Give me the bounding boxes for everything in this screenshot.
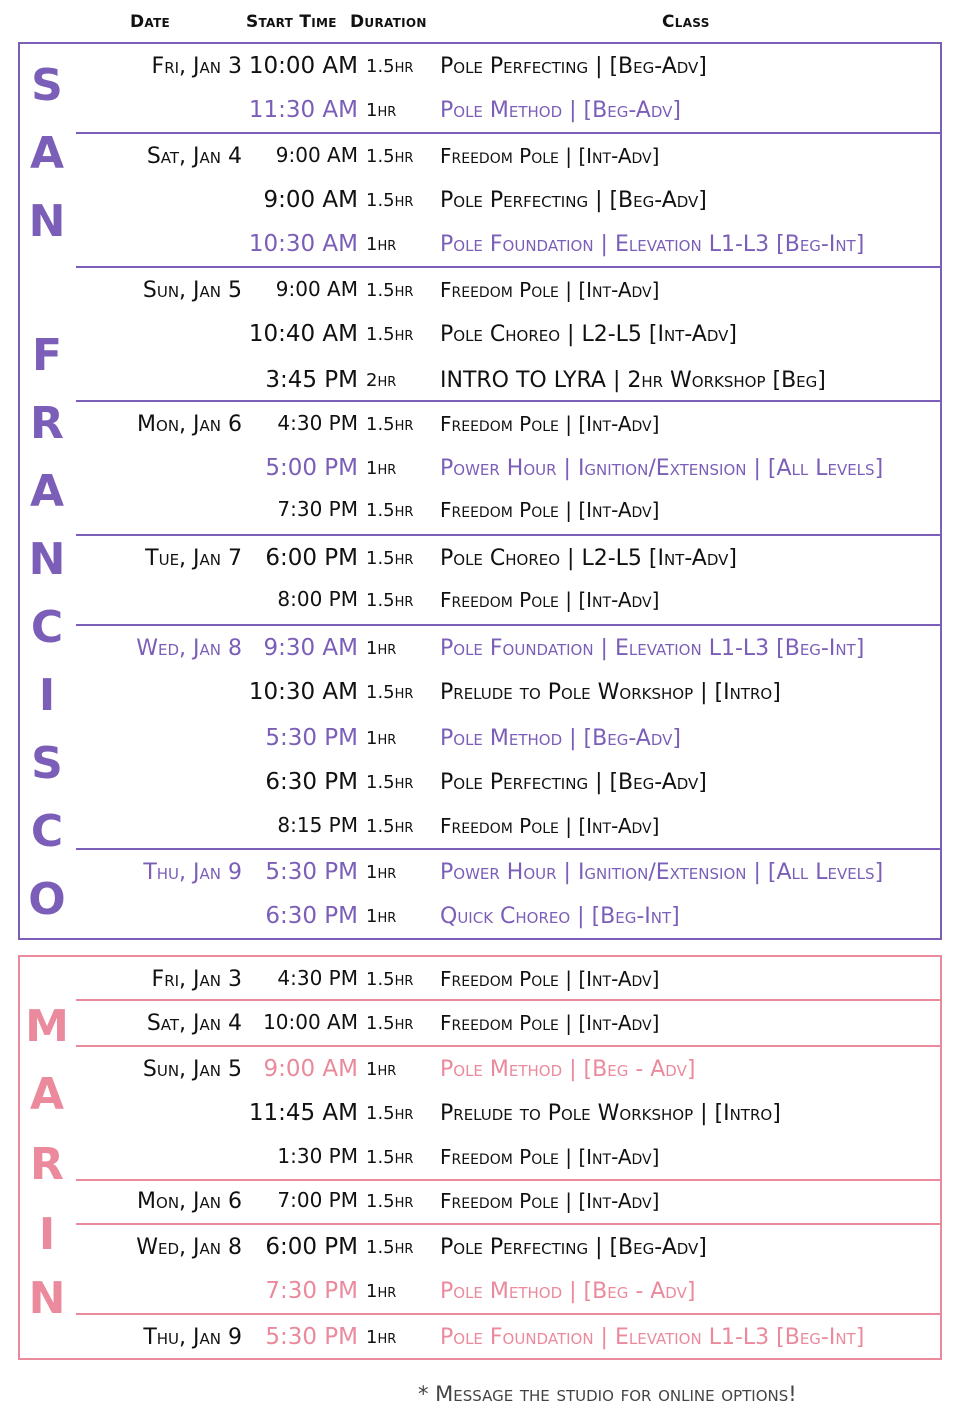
class-name: Pole Foundation | Elevation L1-L3 [Beg-Int] (440, 232, 865, 257)
class-date: Sun, Jan 5 (142, 1057, 242, 1082)
class-name: Pole Method | [Beg-Adv] (440, 98, 681, 123)
title-letter: S (31, 738, 63, 789)
class-date: Thu, Jan 9 (143, 860, 242, 885)
title-letter: N (28, 534, 66, 585)
schedule-row (20, 270, 940, 310)
duration: 1hr (366, 458, 397, 479)
duration: 2hr (366, 370, 397, 391)
title-letter: C (30, 602, 64, 653)
schedule-row (20, 224, 940, 264)
schedule-row (20, 762, 940, 802)
duration: 1.5hr (366, 1013, 414, 1034)
class-name: Pole Perfecting | [Beg-Adv] (440, 54, 707, 79)
day-separator (76, 1313, 940, 1315)
start-time: 11:30 AM (248, 97, 358, 123)
class-name: Pole Foundation | Elevation L1-L3 [Beg-Int] (440, 1325, 865, 1350)
class-name: Freedom Pole | [Int-Adv] (440, 967, 660, 991)
title-letter: R (30, 1139, 64, 1190)
title-letter: C (30, 806, 64, 857)
schedule-row (20, 718, 940, 758)
start-time: 3:45 PM (265, 367, 358, 393)
schedule-row (20, 90, 940, 130)
class-name: Pole Perfecting | [Beg-Adv] (440, 188, 707, 213)
day-separator (76, 132, 940, 134)
class-name: Freedom Pole | [Int-Adv] (440, 1011, 660, 1035)
title-letter: N (28, 196, 66, 247)
class-name: Power Hour | Ignition/Extension | [All Levels] (440, 456, 884, 481)
header-class: Class (662, 12, 710, 32)
schedule-row (20, 1227, 940, 1267)
schedule-row (20, 490, 940, 530)
title-letter: N (28, 1273, 66, 1324)
class-date: Sun, Jan 5 (142, 278, 242, 303)
duration: 1hr (366, 1327, 397, 1348)
duration: 1.5hr (366, 190, 414, 211)
class-date: Wed, Jan 8 (136, 1235, 242, 1260)
class-date: Fri, Jan 3 (151, 54, 242, 79)
class-name: INTRO TO LYRA | 2hr Workshop [Beg] (440, 368, 826, 393)
duration: 1.5hr (366, 1191, 414, 1212)
start-time: 6:30 PM (265, 769, 358, 795)
duration: 1.5hr (366, 682, 414, 703)
start-time: 8:00 PM (277, 587, 358, 611)
schedule-row (20, 852, 940, 892)
schedule-row (20, 1093, 940, 1133)
title-letter: I (38, 670, 56, 721)
start-time: 10:00 AM (263, 1010, 358, 1034)
schedule-row (20, 448, 940, 488)
start-time: 9:00 AM (263, 187, 358, 213)
duration: 1hr (366, 1281, 397, 1302)
duration: 1.5hr (366, 1237, 414, 1258)
footnote: * Message the studio for online options! (418, 1382, 797, 1406)
duration: 1.5hr (366, 1103, 414, 1124)
schedule-row (20, 1181, 940, 1221)
title-letter: M (25, 1001, 69, 1052)
schedule-row (20, 538, 940, 578)
class-name: Pole Method | [Beg-Adv] (440, 726, 681, 751)
start-time: 10:30 AM (248, 231, 358, 257)
duration: 1hr (366, 862, 397, 883)
start-time: 9:00 AM (275, 277, 358, 301)
start-time: 7:30 PM (277, 497, 358, 521)
class-date: Mon, Jan 6 (137, 412, 242, 437)
schedule-row (20, 1137, 940, 1177)
class-name: Prelude to Pole Workshop | [Intro] (440, 1101, 781, 1126)
start-time: 9:30 AM (263, 635, 358, 661)
class-date: Wed, Jan 8 (136, 636, 242, 661)
schedule-row (20, 896, 940, 936)
start-time: 4:30 PM (277, 966, 358, 990)
duration: 1.5hr (366, 772, 414, 793)
schedule-row (20, 580, 940, 620)
class-name: Freedom Pole | [Int-Adv] (440, 412, 660, 436)
class-name: Pole Perfecting | [Beg-Adv] (440, 770, 707, 795)
header-duration: Duration (350, 12, 427, 32)
duration: 1.5hr (366, 816, 414, 837)
schedule-row (20, 628, 940, 668)
day-separator (76, 1045, 940, 1047)
class-name: Freedom Pole | [Int-Adv] (440, 498, 660, 522)
day-separator (76, 999, 940, 1001)
schedule-row (20, 1049, 940, 1089)
class-name: Freedom Pole | [Int-Adv] (440, 278, 660, 302)
duration: 1hr (366, 1059, 397, 1080)
day-separator (76, 848, 940, 850)
schedule-row (20, 1317, 940, 1357)
duration: 1.5hr (366, 590, 414, 611)
schedule-row (20, 180, 940, 220)
schedule-row (20, 360, 940, 400)
start-time: 10:30 AM (248, 679, 358, 705)
duration: 1hr (366, 728, 397, 749)
start-time: 1:30 PM (277, 1144, 358, 1168)
class-date: Mon, Jan 6 (137, 1189, 242, 1214)
class-name: Pole Choreo | L2-L5 [Int-Adv] (440, 322, 737, 347)
title-letter: R (30, 398, 64, 449)
duration: 1.5hr (366, 500, 414, 521)
schedule-row (20, 314, 940, 354)
class-date: Sat, Jan 4 (146, 1011, 242, 1036)
schedule-row (20, 398, 940, 449)
schedule-row (20, 806, 940, 846)
day-separator (76, 400, 940, 402)
title-letter: A (29, 128, 65, 179)
start-time: 11:45 AM (248, 1100, 358, 1126)
schedule-row (20, 672, 940, 712)
start-time: 4:30 PM (277, 411, 358, 435)
class-name: Quick Choreo | [Beg-Int] (440, 904, 680, 929)
start-time: 10:40 AM (248, 321, 358, 347)
class-name: Freedom Pole | [Int-Adv] (440, 588, 660, 612)
duration: 1.5hr (366, 1147, 414, 1168)
start-time: 9:00 AM (263, 1056, 358, 1082)
class-name: Freedom Pole | [Int-Adv] (440, 144, 660, 168)
start-time: 5:00 PM (265, 455, 358, 481)
class-date: Fri, Jan 3 (151, 967, 242, 992)
duration: 1.5hr (366, 56, 414, 77)
class-name: Pole Foundation | Elevation L1-L3 [Beg-Int] (440, 636, 865, 661)
start-time: 5:30 PM (265, 1324, 358, 1350)
class-date: Sat, Jan 4 (146, 144, 242, 169)
schedule-row (20, 1003, 940, 1043)
san-francisco-section (18, 42, 942, 940)
day-separator (76, 534, 940, 536)
class-name: Freedom Pole | [Int-Adv] (440, 814, 660, 838)
title-letter: I (38, 1209, 56, 1260)
day-separator (76, 624, 940, 626)
day-separator (76, 1223, 940, 1225)
duration: 1hr (366, 100, 397, 121)
duration: 1.5hr (366, 414, 414, 435)
title-letter: F (31, 330, 63, 381)
schedule-row (20, 136, 940, 176)
schedule-row (20, 46, 940, 86)
duration: 1hr (366, 234, 397, 255)
class-name: Pole Perfecting | [Beg-Adv] (440, 1235, 707, 1260)
start-time: 8:15 PM (277, 813, 358, 837)
duration: 1hr (366, 906, 397, 927)
duration: 1.5hr (366, 548, 414, 569)
class-name: Pole Method | [Beg - Adv] (440, 1279, 696, 1304)
duration: 1.5hr (366, 146, 414, 167)
start-time: 5:30 PM (265, 859, 358, 885)
start-time: 9:00 AM (275, 143, 358, 167)
start-time: 5:30 PM (265, 725, 358, 751)
start-time: 6:30 PM (265, 903, 358, 929)
title-letter: A (29, 466, 65, 517)
class-date: Tue, Jan 7 (145, 546, 242, 571)
header-start-time: Start Time (246, 12, 337, 32)
duration: 1.5hr (366, 280, 414, 301)
title-letter: S (31, 60, 63, 111)
class-name: Pole Choreo | L2-L5 [Int-Adv] (440, 546, 737, 571)
class-name: Pole Method | [Beg - Adv] (440, 1057, 696, 1082)
duration: 1hr (366, 638, 397, 659)
start-time: 10:00 AM (248, 53, 358, 79)
class-name: Freedom Pole | [Int-Adv] (440, 1189, 660, 1213)
class-name: Power Hour | Ignition/Extension | [All Levels] (440, 860, 884, 885)
header-date: Date (130, 12, 171, 32)
start-time: 6:00 PM (265, 1234, 358, 1260)
title-letter: A (29, 1069, 65, 1120)
class-date: Thu, Jan 9 (143, 1325, 242, 1350)
day-separator (76, 266, 940, 268)
class-name: Prelude to Pole Workshop | [Intro] (440, 680, 781, 705)
class-name: Freedom Pole | [Int-Adv] (440, 1145, 660, 1169)
marin-section (18, 955, 942, 1360)
start-time: 7:00 PM (277, 1188, 358, 1212)
start-time: 7:30 PM (265, 1278, 358, 1304)
schedule-row (20, 959, 940, 999)
title-letter: O (28, 874, 66, 925)
start-time: 6:00 PM (265, 545, 358, 571)
duration: 1.5hr (366, 324, 414, 345)
schedule-row (20, 1271, 940, 1311)
duration: 1.5hr (366, 969, 414, 990)
